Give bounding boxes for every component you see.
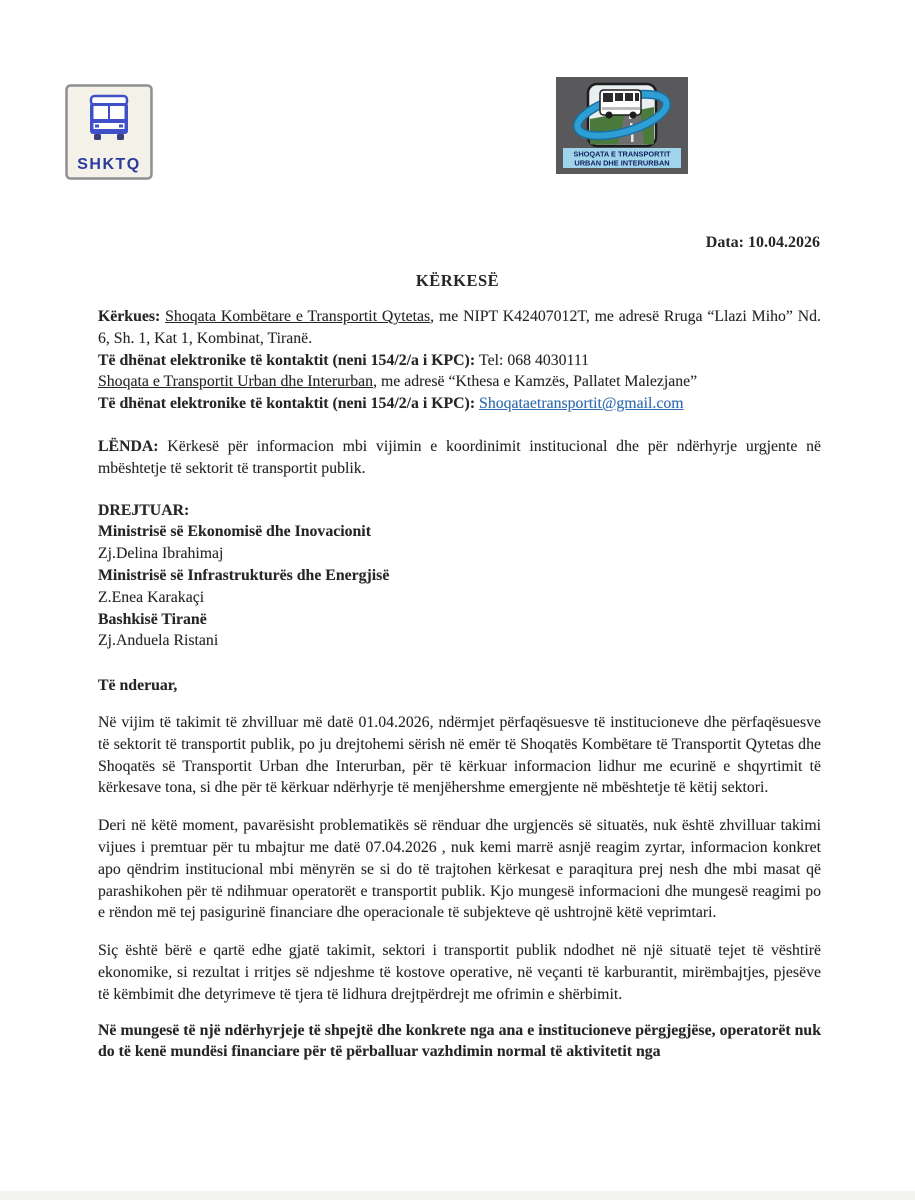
bus-road-emblem-icon bbox=[556, 77, 688, 174]
paragraph-3: Siç është bërë e qartë edhe gjatë takimit, sektori i transportit publik ndodhet në një situatë tejet të vështirë ekonomike, si rezultat i rritjes së ndjeshme të kostove operative, në veçanti të karburantit, mirëmbajtjes, pjesëve të këmbimit dhe detyrimeve të tjera të lidhura drejtpërdrejt me ofrimin e shërbimit. bbox=[98, 942, 821, 1003]
transport-association-logo bbox=[556, 77, 688, 174]
paragraph-1: Në vijim të takimit të zhvilluar më datë 01.04.2026, ndërmjet përfaqësuesve të institucioneve dhe përfaqësuesve të sektorit të transportit publik, po ju drejtohemi sërish në emër të Shoqatës Kombëtare të Transportit Qytetas dhe Shoqatës së Transportit Urban dhe Interurban, për të kërkuar informacion lidhur me ecurinë e shqyrtimit të kërkesave tona, si dhe për të kërkuar ndërhyrje të menjëhershme emergjente në mbështetje të këtij sektori. bbox=[98, 713, 821, 797]
bus-front-icon bbox=[65, 84, 153, 180]
recipient-person: Z.Enea Karakaçi bbox=[98, 588, 205, 606]
sender-org2-details: , me adresë “Kthesa e Kamzës, Pallatet Malezjane” bbox=[373, 373, 698, 391]
recipient-org: Ministrisë së Infrastrukturës dhe Energjisë bbox=[98, 566, 390, 584]
paragraph-4-bold: Në mungesë të një ndërhyrjeje të shpejtë dhe konkrete nga ana e institucioneve përgjegjëse, operatorët nuk do të kenë mundësi financiare për të përballuar vazhdimin normal të aktivitetit nga bbox=[98, 1021, 821, 1061]
subject-text: Kërkesë për informacion mbi vijimin e koordinimit institucional dhe për ndërhyrje urgjente në mbështetje të sektorit të transportit publik. bbox=[98, 437, 821, 477]
sender-org1-name: Shoqata Kombëtare e Transportit Qytetas bbox=[165, 308, 431, 325]
subject-label: LËNDA: bbox=[98, 437, 168, 455]
contact1-label: Të dhënat elektronike të kontaktit (neni 154/2/a i KPC): bbox=[98, 351, 480, 369]
document-date: Data: 10.04.2026 bbox=[705, 234, 820, 251]
recipient-person: Zj.Anduela Ristani bbox=[98, 632, 219, 650]
recipient-org: Bashkisë Tiranë bbox=[98, 610, 207, 628]
shktq-logo-label: SHKTQ bbox=[77, 156, 141, 173]
contact1-value: Tel: 068 4030111 bbox=[479, 351, 590, 369]
paragraph-2: Deri në këtë moment, pavarësisht problematikës së rënduar dhe urgjencës së situatës, nuk është zhvilluar takimi vijues i premtuar për tu mbajtur me datë 07.04.2026 , nuk kemi marrë asnjë reagim zyrtar, informacion konkret apo qëndrim institucional mbi mënyrën se si do të trajtohen kërkesat e paraqitura prej nesh dhe mbi masat që parashikohen për të ndihmuar operatorët e transportit publik. Kjo mungesë informacioni dhe mungesë reagimi po e rëndon më tej pasigurinë financiare dhe operacionale të subjekteve që ushtrojnë këtë veprimtari. bbox=[98, 817, 821, 922]
page-bottom-edge bbox=[0, 1191, 915, 1200]
logo-banner-line1: SHOQATA E TRANSPORTIT bbox=[573, 149, 671, 159]
recipients-block bbox=[98, 500, 821, 653]
contact2-label: Të dhënat elektronike të kontaktit (neni 154/2/a i KPC): bbox=[98, 395, 480, 413]
shktq-logo bbox=[65, 84, 153, 180]
contact-email-link[interactable]: Shoqataetransportit@gmail.com bbox=[479, 395, 684, 413]
recipient-org: Ministrisë së Ekonomisë dhe Inovacionit bbox=[98, 523, 371, 541]
subject-block bbox=[98, 436, 821, 480]
sender-org2-name: Shoqata e Transportit Urban dhe Interurban bbox=[98, 373, 374, 391]
logo-banner-line2: URBAN DHE INTERURBAN bbox=[574, 158, 670, 168]
sender-block bbox=[98, 306, 821, 415]
document-title: KËRKESË bbox=[415, 271, 500, 290]
salutation: Të nderuar, bbox=[98, 677, 178, 695]
letter-body bbox=[98, 306, 821, 1063]
sender-org1-details: , me NIPT K42407012T, me adresë Rruga “Llazi Miho” Nd. 6, Sh. 1, Kat 1, Kombinat, Tiranë. bbox=[98, 308, 821, 347]
recipients-label: DREJTUAR: bbox=[98, 501, 190, 519]
sender-label: Kërkues: bbox=[98, 308, 166, 325]
recipient-person: Zj.Delina Ibrahimaj bbox=[98, 545, 224, 563]
